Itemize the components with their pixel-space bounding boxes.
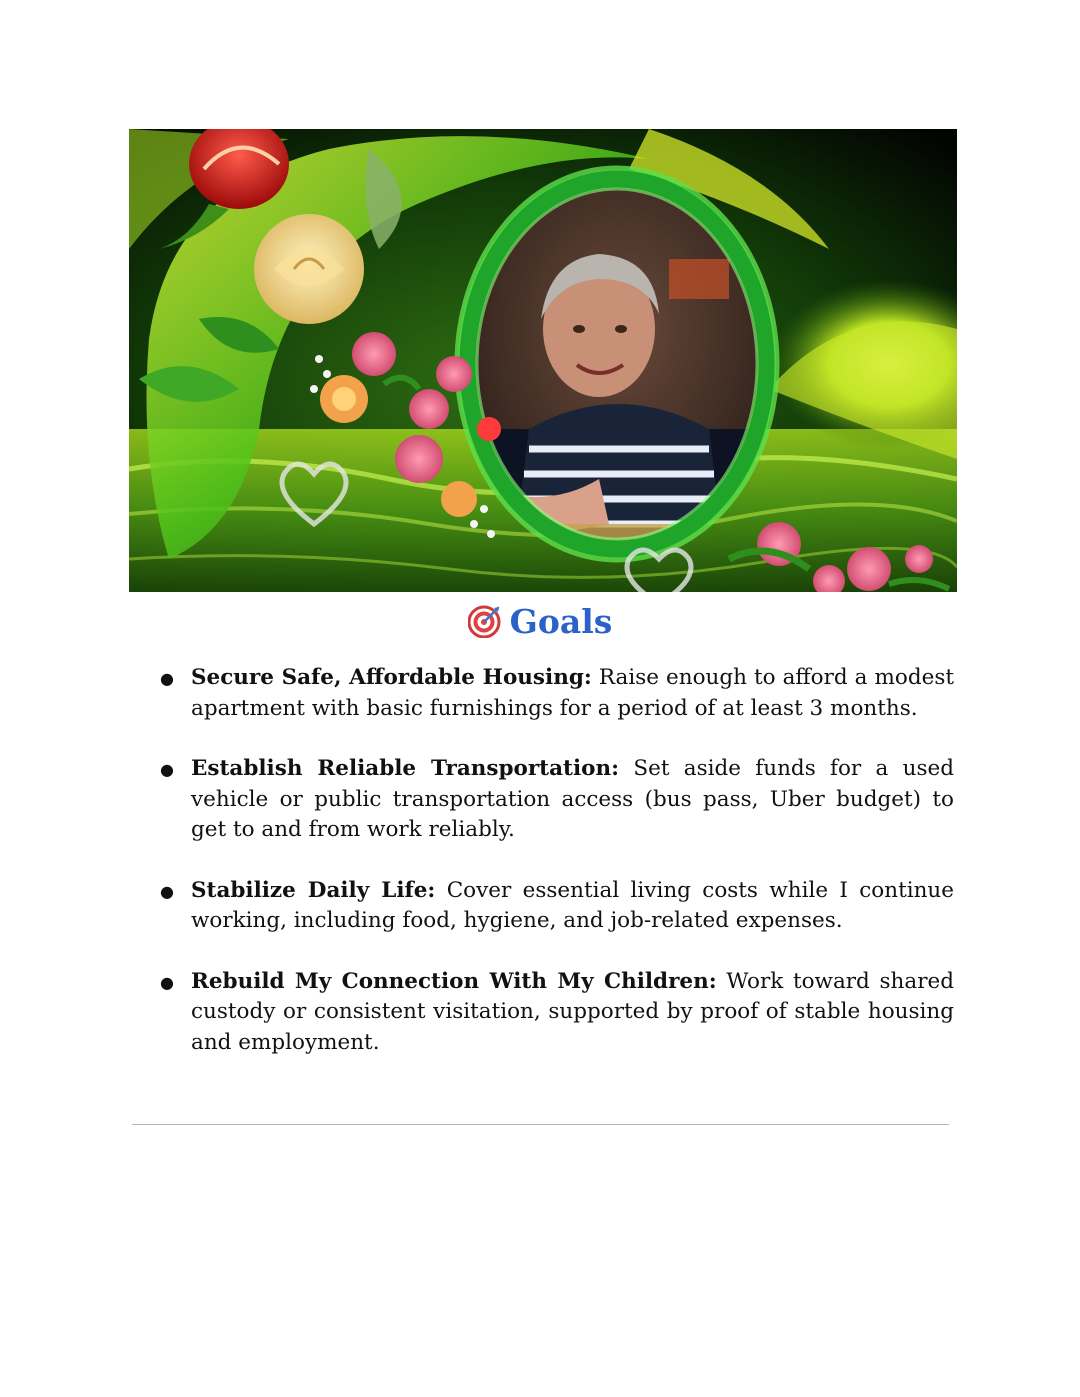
goal-title: Establish Reliable Transportation: [191, 756, 620, 781]
goal-title: Secure Safe, Affordable Housing: [191, 665, 592, 690]
goal-title: Rebuild My Connection With My Children: [191, 968, 717, 994]
goal-text: Cover essential living costs while I continue working, including food, hygiene, and job-related expenses. [191, 877, 954, 933]
bullet-icon: ● [160, 881, 174, 901]
direct-hit-target-icon [468, 604, 502, 638]
bullet-icon: ● [160, 972, 174, 992]
goals-heading-text: Goals [509, 602, 613, 641]
goal-text: Set aside funds for a used vehicle or public transportation access (bus pass, Uber budget) to get to and from work reliably. [191, 756, 954, 842]
horizontal-divider [132, 1124, 949, 1125]
floral-frame-portrait-image [129, 129, 957, 592]
goal-text: Raise enough to afford a modest apartment with basic furnishings for a period of at least 3 months. [191, 665, 955, 721]
goals-heading [0, 600, 1080, 644]
hero-photo-collage [129, 129, 957, 592]
goal-text: Work toward shared custody or consistent visitation, supported by proof of stable housing and employment. [191, 968, 954, 1055]
goal-title: Stabilize Daily Life: [191, 877, 436, 903]
goal-item-daily-life [160, 876, 954, 937]
goal-item-children [160, 967, 954, 1059]
goal-item-transportation [160, 754, 954, 846]
goals-list [160, 663, 954, 1088]
bullet-icon: ● [160, 669, 174, 688]
goal-item-housing [160, 663, 954, 724]
bullet-icon: ● [160, 760, 174, 779]
